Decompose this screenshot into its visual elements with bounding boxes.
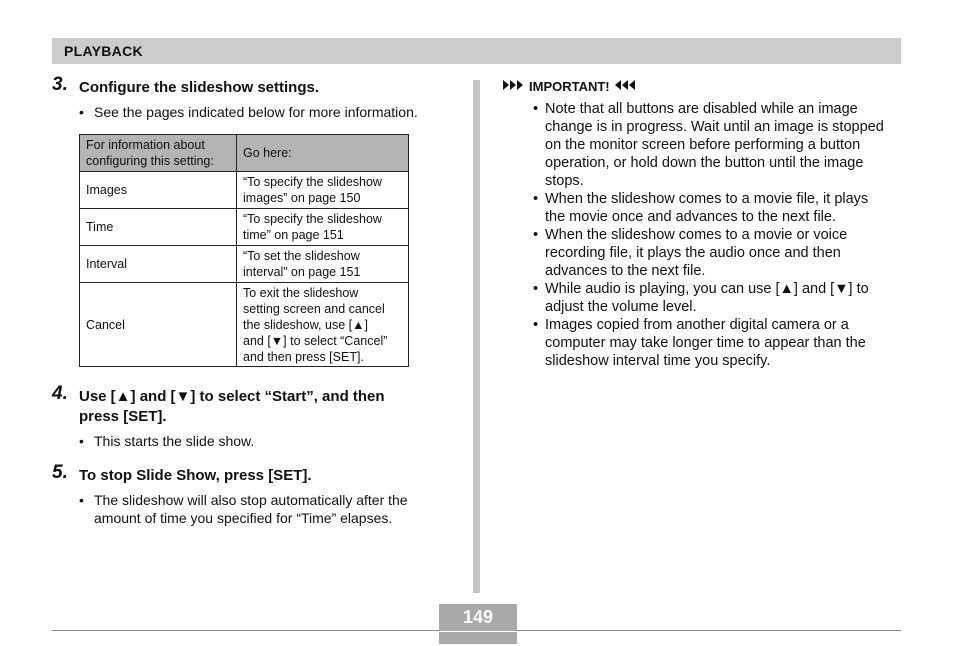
reference-line: images” on page 150 xyxy=(243,191,361,205)
list-item-line: When the slideshow comes to a movie file, it plays xyxy=(545,191,869,207)
step-title: To stop Slide Show, press [SET]. xyxy=(79,467,312,484)
important-label: IMPORTANT! xyxy=(529,79,610,95)
step-title: Configure the slideshow settings. xyxy=(79,79,320,96)
reference-line: “To specify the slideshow xyxy=(243,212,382,226)
reference-cell xyxy=(237,283,409,367)
table-row xyxy=(80,283,409,367)
list-item-line: When the slideshow comes to a movie or voice xyxy=(545,227,848,243)
bullet: • xyxy=(533,191,539,207)
column-divider xyxy=(473,80,480,593)
reference-line: and [▼] to select “Cancel” xyxy=(243,333,388,348)
table-header-row xyxy=(80,135,409,172)
bullet: • xyxy=(533,101,539,117)
bullet: • xyxy=(533,317,539,333)
list-item xyxy=(533,316,905,370)
note-text xyxy=(94,491,408,527)
reference-cell xyxy=(237,172,409,209)
setting-cell: Interval xyxy=(80,246,237,283)
list-item-line: Images copied from another digital camera or a xyxy=(545,317,849,333)
page-number: 149 xyxy=(439,604,517,631)
list-item-line: recording file, it plays the audio once and then xyxy=(545,245,841,261)
list-item xyxy=(533,226,905,280)
note-line: The slideshow will also stop automatically after the xyxy=(94,492,408,508)
list-item xyxy=(533,280,905,316)
header-setting xyxy=(80,135,237,172)
reference-line: time” on page 151 xyxy=(243,228,344,242)
important-list xyxy=(533,100,905,370)
list-item-line: advances to the next file. xyxy=(545,263,706,279)
list-item-line: Note that all buttons are disabled while an image xyxy=(545,101,858,117)
step-number: 3. xyxy=(52,74,68,95)
reference-line: “To set the slideshow xyxy=(243,249,360,263)
important-heading xyxy=(503,78,636,94)
list-item-line: While audio is playing, you can use [▲] and [▼] to xyxy=(545,281,869,297)
list-item-line: slideshow interval time you specify. xyxy=(545,353,771,369)
header-go-here: Go here: xyxy=(237,135,409,172)
reference-line: interval” on page 151 xyxy=(243,265,361,279)
reference-line: the slideshow, use [▲] xyxy=(243,317,368,332)
list-item-line: stops. xyxy=(545,173,584,189)
list-item-line: the movie once and advances to the next file. xyxy=(545,209,836,225)
reference-line: setting screen and cancel xyxy=(243,301,385,316)
list-item xyxy=(533,100,905,190)
list-item xyxy=(533,190,905,226)
section-header-bar xyxy=(52,38,901,64)
setting-cell: Time xyxy=(80,209,237,246)
note-text: This starts the slide show. xyxy=(94,433,255,449)
reference-line: “To specify the slideshow xyxy=(243,175,382,189)
bullet: • xyxy=(533,227,539,243)
bullet: • xyxy=(79,104,84,120)
important-left-icon xyxy=(503,79,525,94)
reference-cell xyxy=(237,209,409,246)
page-number-box xyxy=(439,604,517,644)
bullet: • xyxy=(79,433,84,449)
step-number: 4. xyxy=(52,383,68,404)
step-title xyxy=(79,387,439,427)
reference-cell xyxy=(237,246,409,283)
header-setting-line: configuring this setting: xyxy=(86,154,214,168)
bullet: • xyxy=(79,492,84,508)
step-title-line: press [SET]. xyxy=(79,408,167,425)
step-title-line: Use [▲] and [▼] to select “Start”, and then xyxy=(79,388,385,405)
setting-cell: Cancel xyxy=(80,283,237,367)
list-item-line: change is in progress. Wait until an image is stopped xyxy=(545,119,884,135)
page-number-tab xyxy=(439,632,517,644)
table-row xyxy=(80,172,409,209)
note-text: See the pages indicated below for more information. xyxy=(94,104,418,120)
reference-line: and then press [SET]. xyxy=(243,349,364,364)
setting-cell: Images xyxy=(80,172,237,209)
step-number: 5. xyxy=(52,462,68,483)
list-item-line: adjust the volume level. xyxy=(545,299,697,315)
list-item-line: on the monitor screen before performing a button xyxy=(545,137,861,153)
settings-reference-table xyxy=(79,134,409,367)
bullet: • xyxy=(533,281,539,297)
table-row xyxy=(80,246,409,283)
header-setting-line: For information about xyxy=(86,138,205,152)
table-row xyxy=(80,209,409,246)
list-item-line: computer may take longer time to appear than the xyxy=(545,335,866,351)
list-item-line: operation, or hold down the button until the image xyxy=(545,155,864,171)
section-title: PLAYBACK xyxy=(64,43,143,59)
important-right-icon xyxy=(614,79,636,94)
note-line: amount of time you specified for “Time” elapses. xyxy=(94,510,393,526)
reference-line: To exit the slideshow xyxy=(243,285,359,300)
